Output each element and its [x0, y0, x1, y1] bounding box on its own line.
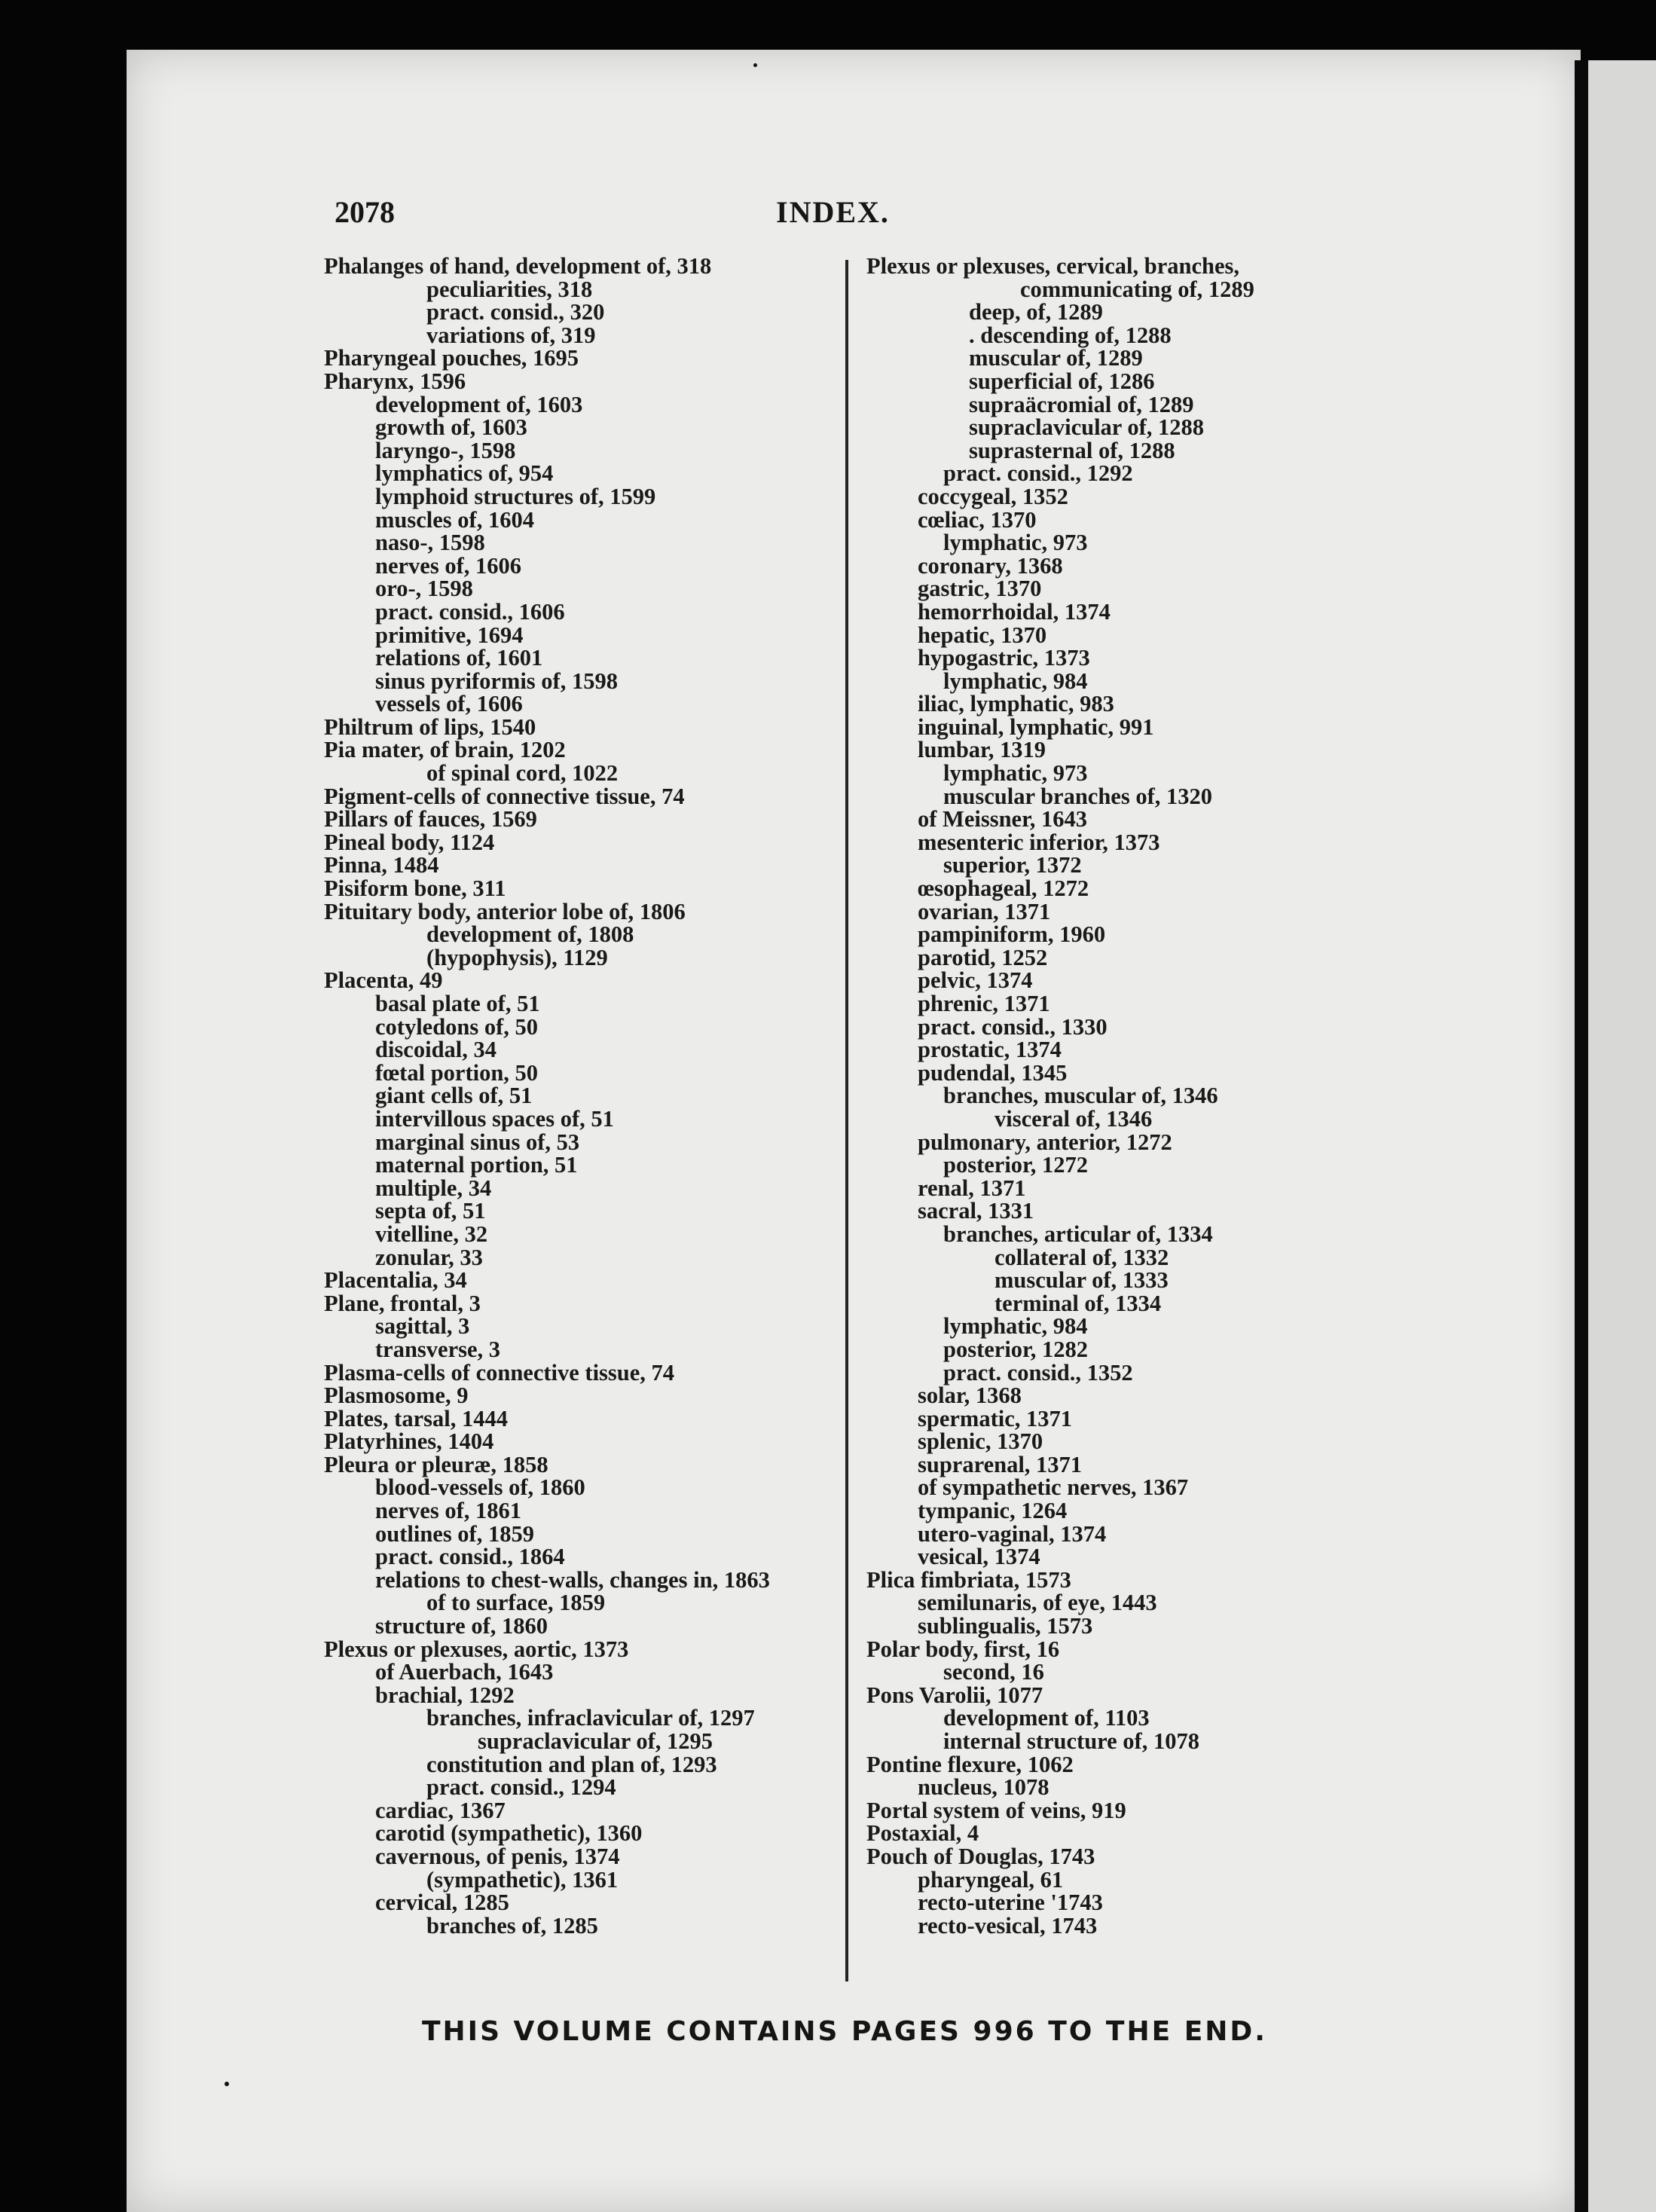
index-sub-entry: suprasternal of, 1288 — [969, 437, 1175, 463]
index-sub-entry: pract. consid., 320 — [426, 299, 605, 325]
index-sub-entry: œsophageal, 1272 — [918, 875, 1089, 902]
index-sub-entry: muscular of, 1289 — [969, 345, 1143, 371]
index-sub-entry: muscular of, 1333 — [995, 1267, 1169, 1294]
index-heading-entry: Placentalia, 34 — [324, 1267, 467, 1294]
index-sub-entry: prostatic, 1374 — [918, 1037, 1062, 1063]
index-sub-entry: splenic, 1370 — [918, 1428, 1043, 1455]
index-sub-entry: cavernous, of penis, 1374 — [375, 1843, 620, 1869]
index-sub-entry: oro-, 1598 — [375, 576, 473, 602]
page-number: 2078 — [335, 195, 395, 229]
index-sub-entry: pampiniform, 1960 — [918, 921, 1106, 948]
index-column-right — [866, 255, 1484, 1937]
index-sub-entry: spermatic, 1371 — [918, 1405, 1072, 1431]
index-sub-entry: pudendal, 1345 — [918, 1059, 1068, 1086]
index-sub-entry: cœliac, 1370 — [918, 506, 1037, 533]
index-heading-entry: Plasma-cells of connective tissue, 74 — [324, 1359, 675, 1386]
index-sub-entry: tympanic, 1264 — [918, 1498, 1068, 1524]
index-sub-entry: zonular, 33 — [375, 1244, 483, 1270]
scan-speck — [753, 63, 757, 67]
index-heading-entry: Pinna, 1484 — [324, 852, 439, 878]
index-sub-entry: mesenteric inferior, 1373 — [918, 829, 1160, 855]
index-sub-entry: phrenic, 1371 — [918, 991, 1050, 1016]
index-sub-entry: pulmonary, anterior, 1272 — [918, 1129, 1172, 1155]
index-sub-entry: posterior, 1282 — [943, 1336, 1089, 1362]
index-heading-entry: Plexus or plexuses, aortic, 1373 — [324, 1636, 629, 1662]
scan-speck — [225, 2082, 229, 2086]
index-heading-entry: Platyrhines, 1404 — [324, 1428, 494, 1455]
index-sub-entry: nucleus, 1078 — [918, 1774, 1050, 1801]
index-sub-entry: hypogastric, 1373 — [918, 645, 1090, 671]
index-sub-entry: fœtal portion, 50 — [375, 1059, 539, 1086]
index-heading-entry: Pons Varolii, 1077 — [866, 1682, 1043, 1708]
index-sub-entry: vitelline, 32 — [375, 1221, 488, 1247]
index-sub-entry: hepatic, 1370 — [918, 622, 1047, 648]
index-sub-entry: development of, 1808 — [426, 921, 634, 948]
index-heading-entry: Plasmosome, 9 — [324, 1382, 469, 1409]
index-sub-entry: semilunaris, of eye, 1443 — [918, 1590, 1157, 1616]
index-sub-entry: ovarian, 1371 — [918, 898, 1051, 924]
index-heading-entry: Plates, tarsal, 1444 — [324, 1405, 508, 1431]
index-sub-entry: of to surface, 1859 — [426, 1590, 606, 1616]
index-sub-entry: iliac, lymphatic, 983 — [918, 691, 1114, 717]
index-sub-entry: supraclavicular of, 1288 — [969, 414, 1205, 441]
index-sub-entry: cardiac, 1367 — [375, 1797, 506, 1823]
index-sub-entry: pract. consid., 1292 — [943, 460, 1133, 487]
index-sub-entry: branches, muscular of, 1346 — [943, 1083, 1218, 1109]
next-page-edge — [1588, 60, 1656, 2212]
index-sub-entry: vesical, 1374 — [918, 1544, 1040, 1570]
index-sub-entry: pharyngeal, 61 — [918, 1866, 1064, 1893]
index-sub-entry: suprarenal, 1371 — [918, 1451, 1083, 1477]
index-sub-entry: branches of, 1285 — [426, 1912, 598, 1939]
index-sub-entry: deep, of, 1289 — [969, 299, 1103, 325]
index-sub-entry: second, 16 — [943, 1659, 1044, 1685]
index-heading-entry: Pituitary body, anterior lobe of, 1806 — [324, 898, 686, 924]
index-heading-entry: Pillars of fauces, 1569 — [324, 806, 537, 833]
index-sub-entry: pelvic, 1374 — [918, 967, 1033, 994]
index-sub-entry: outlines of, 1859 — [375, 1520, 534, 1547]
index-sub-entry: renal, 1371 — [918, 1175, 1026, 1201]
index-sub-entry: inguinal, lymphatic, 991 — [918, 713, 1154, 740]
index-sub-entry: parotid, 1252 — [918, 944, 1048, 970]
index-sub-entry: branches, articular of, 1334 — [943, 1221, 1213, 1247]
index-sub-entry: lymphatic, 984 — [943, 1313, 1088, 1340]
index-heading-entry: Phalanges of hand, development of, 318 — [324, 253, 712, 279]
index-sub-entry: primitive, 1694 — [375, 622, 524, 648]
index-column-left — [324, 255, 942, 1937]
index-sub-entry: communicating of, 1289 — [1020, 276, 1254, 302]
index-heading-entry: Plexus or plexuses, cervical, branches, — [866, 253, 1240, 279]
index-sub-entry: of Auerbach, 1643 — [375, 1659, 554, 1685]
index-sub-entry: sinus pyriformis of, 1598 — [375, 668, 618, 694]
index-sub-entry: (hypophysis), 1129 — [426, 944, 608, 970]
index-sub-entry: pract. consid., 1330 — [918, 1013, 1108, 1040]
index-heading-entry: Postaxial, 4 — [866, 1820, 979, 1847]
index-sub-entry: blood-vessels of, 1860 — [375, 1474, 585, 1501]
index-sub-entry: visceral of, 1346 — [995, 1105, 1153, 1132]
index-sub-entry: nerves of, 1861 — [375, 1498, 521, 1524]
index-sub-entry: intervillous spaces of, 51 — [375, 1105, 614, 1132]
index-sub-entry: supraclavicular of, 1295 — [478, 1728, 713, 1754]
index-sub-entry: collateral of, 1332 — [995, 1244, 1169, 1270]
index-heading-entry: Pharynx, 1596 — [324, 368, 466, 394]
index-sub-entry: sublingualis, 1573 — [918, 1613, 1093, 1639]
index-sub-entry: peculiarities, 318 — [426, 276, 593, 302]
index-sub-entry: development of, 1103 — [943, 1705, 1150, 1731]
index-sub-entry: pract. consid., 1864 — [375, 1544, 565, 1570]
index-sub-entry: basal plate of, 51 — [375, 991, 540, 1016]
index-sub-entry: muscles of, 1604 — [375, 506, 534, 533]
index-sub-entry: lymphatic, 973 — [943, 760, 1088, 787]
index-heading-entry: Pouch of Douglas, 1743 — [866, 1843, 1095, 1869]
index-sub-entry: relations of, 1601 — [375, 645, 543, 671]
index-sub-entry: recto-uterine '1743 — [918, 1890, 1103, 1916]
index-heading-entry: Plane, frontal, 3 — [324, 1290, 481, 1316]
index-sub-entry: internal structure of, 1078 — [943, 1728, 1199, 1754]
index-sub-entry: transverse, 3 — [375, 1336, 501, 1362]
index-sub-entry: brachial, 1292 — [375, 1682, 515, 1708]
index-sub-entry: superior, 1372 — [943, 852, 1082, 878]
index-heading-entry: Philtrum of lips, 1540 — [324, 713, 536, 740]
index-sub-entry: relations to chest-walls, changes in, 1863 — [375, 1566, 770, 1593]
index-sub-entry: nerves of, 1606 — [375, 552, 521, 579]
index-sub-entry: solar, 1368 — [918, 1382, 1022, 1409]
index-sub-entry: . descending of, 1288 — [969, 322, 1172, 348]
index-sub-entry: septa of, 51 — [375, 1198, 486, 1224]
index-sub-entry: sagittal, 3 — [375, 1313, 470, 1340]
index-sub-entry: pract. consid., 1352 — [943, 1359, 1133, 1386]
index-heading-entry: Pontine flexure, 1062 — [866, 1751, 1074, 1777]
index-sub-entry: of sympathetic nerves, 1367 — [918, 1474, 1189, 1501]
index-sub-entry: hemorrhoidal, 1374 — [918, 598, 1111, 625]
index-sub-entry: lymphatic, 973 — [943, 530, 1088, 556]
index-sub-entry: lumbar, 1319 — [918, 737, 1046, 763]
index-sub-entry: development of, 1603 — [375, 391, 583, 417]
index-sub-entry: laryngo-, 1598 — [375, 437, 516, 463]
index-sub-entry: discoidal, 34 — [375, 1037, 497, 1063]
index-sub-entry: growth of, 1603 — [375, 414, 527, 441]
index-sub-entry: naso-, 1598 — [375, 530, 485, 556]
index-sub-entry: vessels of, 1606 — [375, 691, 523, 717]
index-sub-entry: lymphatics of, 954 — [375, 460, 554, 487]
index-sub-entry: structure of, 1860 — [375, 1613, 548, 1639]
index-heading-entry: Pia mater, of brain, 1202 — [324, 737, 566, 763]
index-heading-entry: Pigment-cells of connective tissue, 74 — [324, 783, 685, 809]
index-sub-entry: variations of, 319 — [426, 322, 596, 348]
binding-shadow — [1575, 60, 1590, 2212]
index-sub-entry: coronary, 1368 — [918, 552, 1063, 579]
index-sub-entry: lymphoid structures of, 1599 — [375, 483, 656, 509]
index-sub-entry: multiple, 34 — [375, 1175, 492, 1201]
volume-note: THIS VOLUME CONTAINS PAGES 996 TO THE END. — [422, 2016, 1267, 2047]
index-sub-entry: cervical, 1285 — [375, 1890, 509, 1916]
index-sub-entry: recto-vesical, 1743 — [918, 1912, 1098, 1939]
index-sub-entry: (sympathetic), 1361 — [426, 1866, 619, 1893]
index-sub-entry: of spinal cord, 1022 — [426, 760, 619, 787]
index-sub-entry: gastric, 1370 — [918, 576, 1042, 602]
index-heading-entry: Placenta, 49 — [324, 967, 443, 994]
index-sub-entry: of Meissner, 1643 — [918, 806, 1088, 833]
index-sub-entry: sacral, 1331 — [918, 1198, 1034, 1224]
index-sub-entry: maternal portion, 51 — [375, 1152, 578, 1178]
index-sub-entry: carotid (sympathetic), 1360 — [375, 1820, 643, 1847]
index-sub-entry: superficial of, 1286 — [969, 368, 1155, 394]
index-heading-entry: Pineal body, 1124 — [324, 829, 495, 855]
index-sub-entry: constitution and plan of, 1293 — [426, 1751, 717, 1777]
index-sub-entry: giant cells of, 51 — [375, 1083, 533, 1109]
index-sub-entry: marginal sinus of, 53 — [375, 1129, 580, 1155]
index-heading-entry: Polar body, first, 16 — [866, 1636, 1060, 1662]
index-sub-entry: lymphatic, 984 — [943, 668, 1088, 694]
index-sub-entry: branches, infraclavicular of, 1297 — [426, 1705, 755, 1731]
index-heading-entry: Pisiform bone, 311 — [324, 875, 506, 902]
index-heading-entry: Plica fimbriata, 1573 — [866, 1566, 1071, 1593]
index-sub-entry: utero-vaginal, 1374 — [918, 1520, 1107, 1547]
index-sub-entry: terminal of, 1334 — [995, 1290, 1162, 1316]
index-sub-entry: pract. consid., 1294 — [426, 1774, 616, 1801]
index-sub-entry: posterior, 1272 — [943, 1152, 1089, 1178]
index-heading-entry: Portal system of veins, 919 — [866, 1797, 1126, 1823]
page-title: INDEX. — [776, 195, 890, 229]
index-sub-entry: cotyledons of, 50 — [375, 1013, 539, 1040]
index-heading-entry: Pharyngeal pouches, 1695 — [324, 345, 579, 371]
column-divider — [845, 260, 848, 1981]
index-sub-entry: coccygeal, 1352 — [918, 483, 1068, 509]
index-heading-entry: Pleura or pleuræ, 1858 — [324, 1451, 548, 1477]
index-sub-entry: pract. consid., 1606 — [375, 598, 565, 625]
index-sub-entry: muscular branches of, 1320 — [943, 783, 1212, 809]
index-sub-entry: supraäcromial of, 1289 — [969, 391, 1194, 417]
